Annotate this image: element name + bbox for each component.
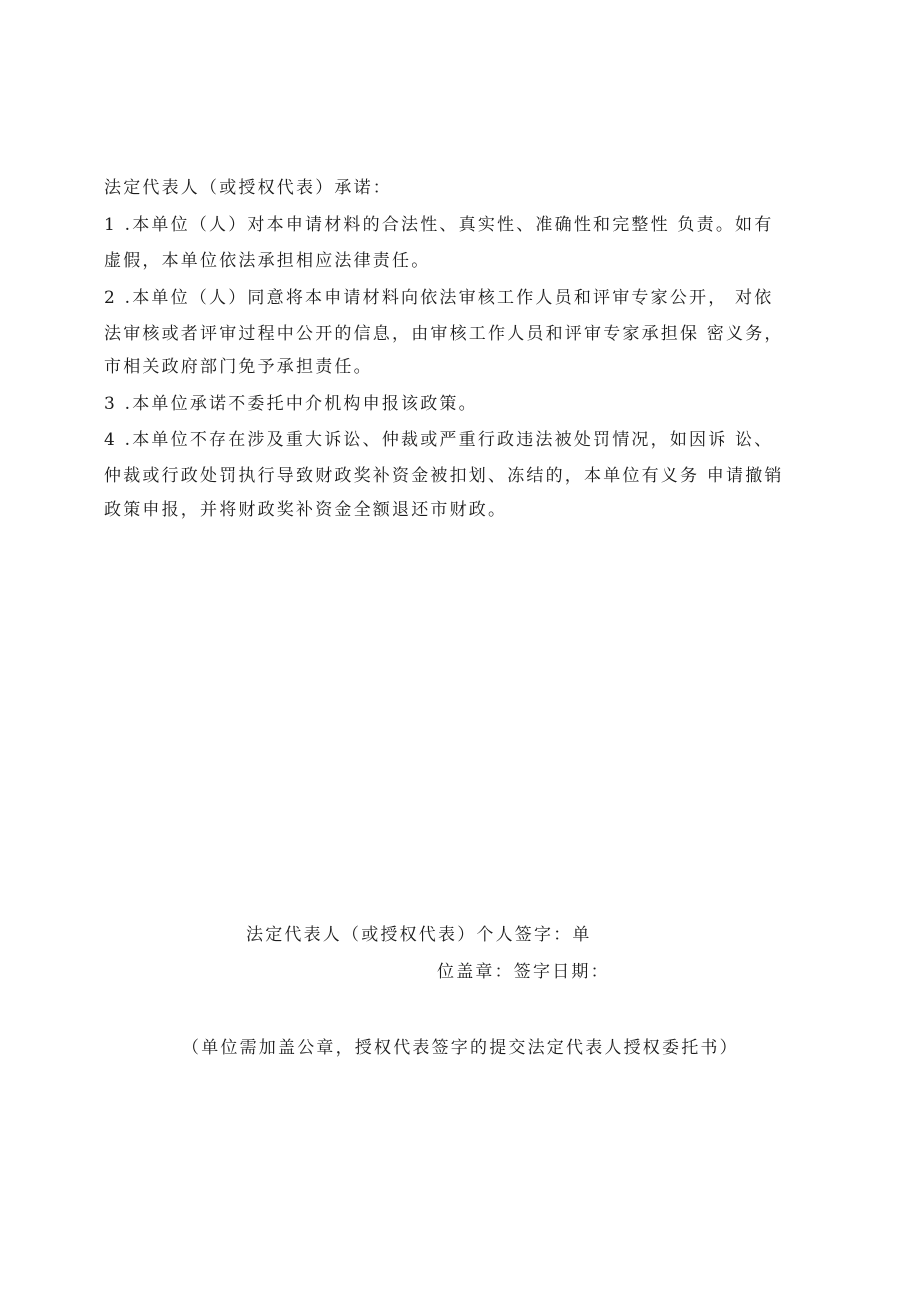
commitment-line-2: 虚假，本单位依法承担相应法律责任。 <box>104 251 431 271</box>
commitment-line-1: 1 .本单位（人）对本申请材料的合法性、真实性、准确性和完整性 负责。如有 <box>104 215 774 235</box>
signature-line-2: 位盖章：签字日期： <box>437 962 610 982</box>
commitment-line-5: 市相关政府部门免予承担责任。 <box>104 357 373 377</box>
commitment-line-8: 仲裁或行政处罚执行导致财政奖补资金被扣划、冻结的，本单位有义务 申请撤销 <box>104 466 784 486</box>
signature-line-1: 法定代表人（或授权代表）个人签字：单 <box>246 925 592 945</box>
commitment-line-3: 2 .本单位（人）同意将本申请材料向依法审核工作人员和评审专家公开， 对依 <box>104 288 774 308</box>
signature-note: （单位需加盖公章，授权代表签字的提交法定代表人授权委托书） <box>182 1038 739 1058</box>
commitment-line-4: 法审核或者评审过程中公开的信息，由审核工作人员和评审专家承担保 密义务， <box>104 324 784 344</box>
commitment-line-6: 3 .本单位承诺不委托中介机构申报该政策。 <box>104 394 478 414</box>
commitment-heading: 法定代表人（或授权代表）承诺： <box>104 178 392 198</box>
commitment-line-7: 4 .本单位不存在涉及重大诉讼、仲裁或严重行政违法被处罚情况，如因诉 讼、 <box>104 430 774 450</box>
commitment-line-9: 政策申报，并将财政奖补资金全额退还市财政。 <box>104 500 508 520</box>
